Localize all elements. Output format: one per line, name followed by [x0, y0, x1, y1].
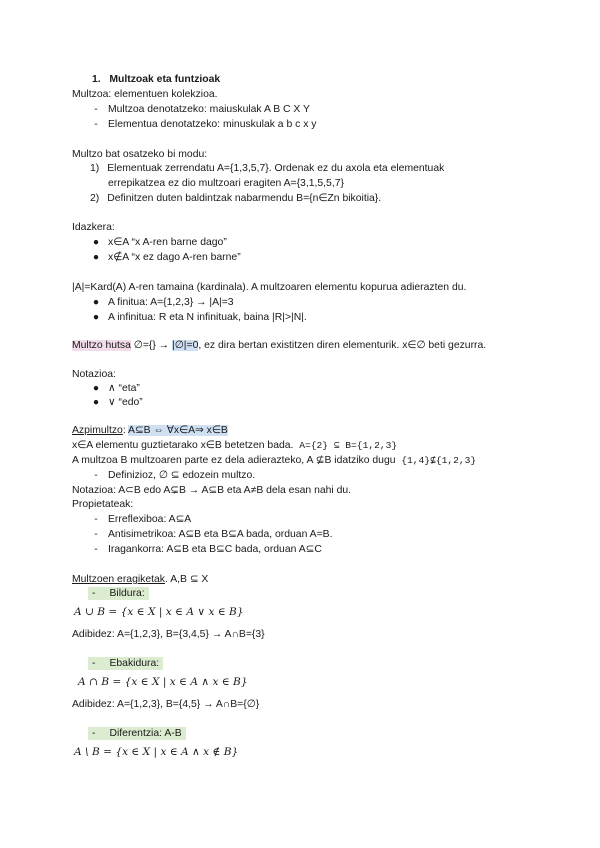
operations-heading: Multzoen eragiketak. A,B ⊆ X [72, 574, 209, 585]
kardinala-line: |A|=Kard(A) A-ren tamaina (kardinala). A multzoaren elementu kopurua adierazten du. [72, 282, 467, 293]
ebakidura-title: - Ebakidura: [88, 657, 163, 670]
notazioa-heading: Notazioa: [72, 369, 116, 380]
bildura-example: Adibidez: A={1,2,3}, B={3,4,5} → A∩B={3} [72, 629, 265, 640]
subset-formula: A⊆B ⇔ ∀x∈A⇒ x∈B [128, 425, 228, 436]
list-item: - Definizioz, ∅ ⊆ edozein multzo. [94, 470, 256, 481]
bullet-item: ● x∉A “x ez dago A-ren barne” [92, 252, 241, 263]
highlight-empty-cardinality: |∅|=0 [172, 340, 199, 351]
section-heading [92, 73, 220, 86]
bildura-formula: A ∪ B = {x ∈ X | x ∈ A ∨ x ∈ B} [74, 606, 244, 618]
ebakidura-formula: A ∩ B = {x ∈ X | x ∈ A ∧ x ∈ B} [78, 676, 248, 688]
ways-heading: Multzo bat osatzeko bi modu: [72, 149, 208, 160]
section-number: 1. [92, 74, 101, 85]
diferentzia-title: - Diferentzia: A-B [88, 727, 186, 740]
bullet-item: ● ∧ “eta” [92, 383, 140, 394]
list-item: - Antisimetrikoa: A⊆B eta B⊆A bada, orduan A=B. [94, 529, 333, 540]
list-item: - Multzoa denotatzeko: maiuskulak A B C X Y [94, 104, 310, 115]
ebakidura-example: Adibidez: A={1,2,3}, B={4,5} → A∩B={∅} [72, 699, 260, 710]
numbered-item: 1) Elementuak zerrendatu A={1,3,5,7}. Ordenak ez du axola eta elementuak [90, 163, 445, 174]
bullet-item: ● A infinitua: R eta N infinituak, baina |R|>|N|. [92, 312, 307, 323]
bullet-item: ● ∨ “edo” [92, 397, 143, 408]
diferentzia-formula: A \ B = {x ∈ X | x ∈ A ∧ x ∉ B} [74, 746, 239, 758]
idazkera-heading: Idazkera: [72, 222, 115, 233]
list-item: - Iragankorra: A⊆B eta B⊆C bada, orduan A⊆C [94, 544, 322, 555]
properties-heading: Propietateak: [72, 499, 134, 510]
subset-definition: Azpimultzo: A⊆B ⇔ ∀x∈A⇒ x∈B [72, 425, 228, 436]
bullet-item: ● x∈A “x A-ren barne dago” [92, 237, 227, 248]
list-item: - Elementua denotatzeko: minuskulak a b c x y [94, 119, 317, 130]
bullet-item: ● A finitua: A={1,2,3} → |A|=3 [92, 297, 234, 308]
bildura-title: - Bildura: [88, 587, 149, 600]
empty-set-line: Multzo hutsa ∅={} → |∅|=0, ez dira bertan existitzen diren elementurik. x∈∅ beti gezurra. [72, 340, 487, 351]
multzoa-definition: Multzoa: elementuen kolekzioa. [72, 89, 218, 100]
numbered-item: 2) Definitzen duten baldintzak nabarmendu B={n∈Zn bikoitia}. [90, 193, 382, 204]
list-item: - Erreflexiboa: A⊆A [94, 514, 192, 525]
subset-line-3: A multzoa B multzoaren parte ez dela adierazteko, A ⊈B idatziko dugu {1,4}⊈{1,2,3} [72, 455, 477, 466]
section-title: Multzoak eta funtzioak [109, 74, 221, 85]
numbered-item-continuation: errepikatzea ez dio multzoari eragiten A={3,1,5,5,7} [108, 178, 344, 189]
highlight-multzo-hutsa: Multzo hutsa [72, 340, 131, 351]
subset-notazioa: Notazioa: A⊂B edo A⊊B → A⊆B eta A≠B dela esan nahi du. [72, 485, 352, 496]
subset-line-2: x∈A elementu guztietarako x∈B betetzen bada. A={2} ⊆ B={1,2,3} [72, 440, 398, 451]
